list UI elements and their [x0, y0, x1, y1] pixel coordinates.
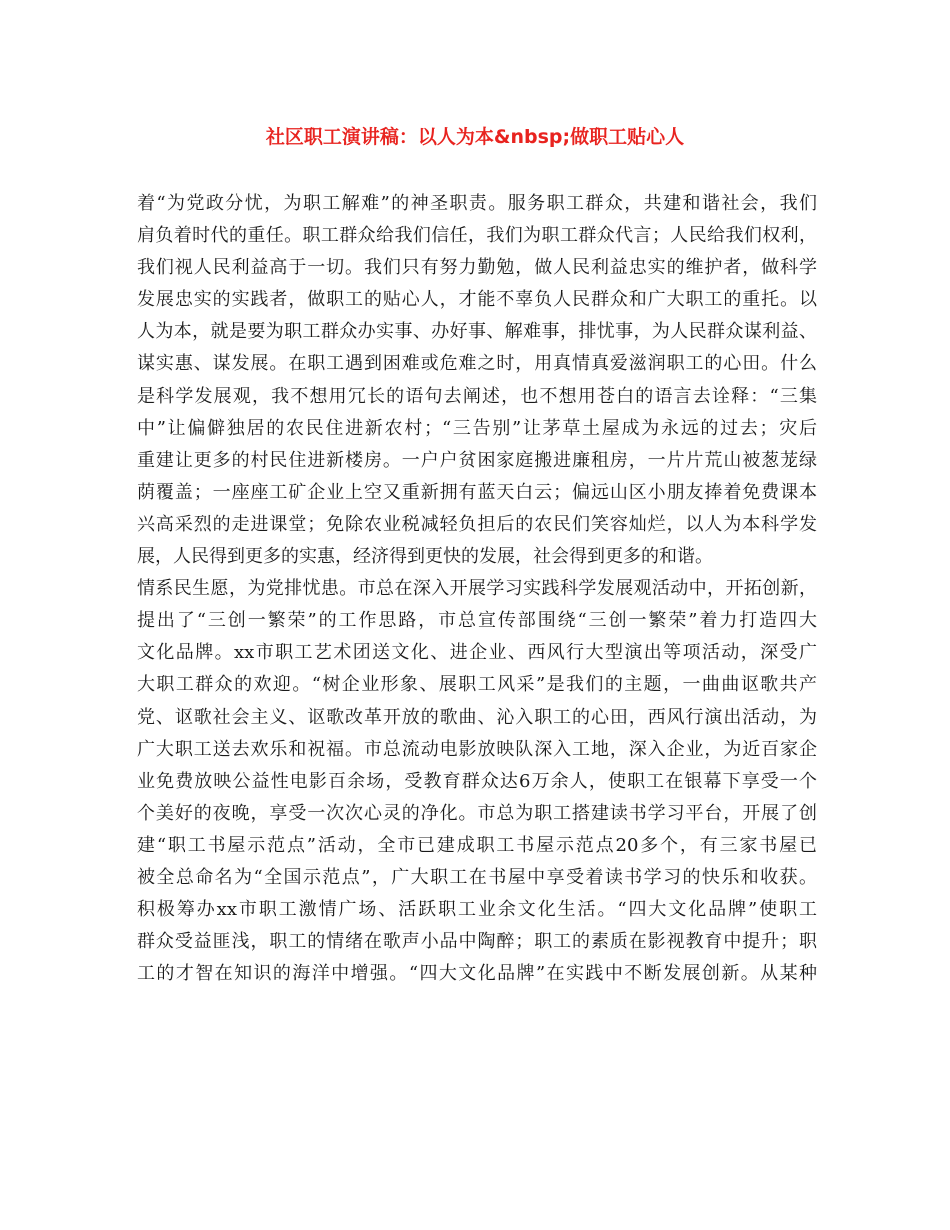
- body-text-line: 提出了“三创一繁荣”的工作思路，市总宣传部围绕“三创一繁荣”着力打造四大: [137, 610, 817, 632]
- body-text-line: 情系民生愿，为党排忧患。市总在深入开展学习实践科学发展观活动中，开拓创新，: [137, 578, 817, 600]
- body-text-line: 我们视人民利益高于一切。我们只有努力勤勉，做人民利益忠实的维护者，做科学: [137, 257, 817, 279]
- body-text-line: 展，人民得到更多的实惠，经济得到更快的发展，社会得到更多的和谐。: [137, 546, 713, 568]
- body-text-line: 谋实惠、谋发展。在职工遇到困难或危难之时，用真情真爱滋润职工的心田。什么: [137, 353, 817, 375]
- body-text-line: 重建让更多的村民住进新楼房。一户户贫困家庭搬进廉租房，一片片荒山被葱茏绿: [137, 449, 817, 471]
- body-text-line: 中”让偏僻独居的农民住进新农村；“三告别”让茅草土屋成为永远的过去；灾后: [137, 417, 817, 439]
- body-text-line: 兴高采烈的走进课堂；免除农业税减轻负担后的农民们笑容灿烂，以人为本科学发: [137, 513, 817, 535]
- body-text-line: 荫覆盖；一座座工矿企业上空又重新拥有蓝天白云；偏远山区小朋友捧着免费课本: [137, 481, 817, 503]
- body-text-line: 发展忠实的实践者，做职工的贴心人，才能不辜负人民群众和广大职工的重托。以: [137, 289, 817, 311]
- body-text-line: 广大职工送去欢乐和祝福。市总流动电影放映队深入工地，深入企业，为近百家企: [137, 738, 817, 760]
- body-text-line: 着“为党政分忧，为职工解难”的神圣职责。服务职工群众，共建和谐社会，我们: [137, 193, 817, 214]
- body-text-line: 工的才智在知识的海洋中增强。“四大文化品牌”在实践中不断发展创新。从某种: [137, 963, 817, 985]
- body-text-line: 文化品牌。xx市职工艺术团送文化、进企业、西风行大型演出等项活动，深受广: [137, 642, 817, 664]
- document-title: 社区职工演讲稿：以人为本&nbsp;做职工贴心人: [265, 126, 685, 148]
- body-text-line: 是科学发展观，我不想用冗长的语句去阐述，也不想用苍白的语言去诠释：“三集: [137, 385, 817, 407]
- body-text-line: 被全总命名为“全国示范点”，广大职工在书屋中享受着读书学习的快乐和收获。: [137, 866, 817, 888]
- body-text-line: 大职工群众的欢迎。“树企业形象、展职工风采”是我们的主题，一曲曲讴歌共产: [137, 674, 817, 696]
- body-text-line: 积极筹办xx市职工激情广场、活跃职工业余文化生活。“四大文化品牌”使职工: [137, 899, 817, 921]
- document-body: [137, 188, 817, 990]
- body-text-line: 肩负着时代的重任。职工群众给我们信任，我们为职工群众代言；人民给我们权利，: [137, 225, 817, 247]
- body-text-line: 人为本，就是要为职工群众办实事、办好事、解难事，排忧事，为人民群众谋利益、: [137, 321, 817, 343]
- body-text-line: 群众受益匪浅，职工的情绪在歌声小品中陶醉；职工的素质在影视教育中提升；职: [137, 931, 817, 953]
- body-text-line: 个美好的夜晚，享受一次次心灵的净化。市总为职工搭建读书学习平台，开展了创: [137, 802, 817, 824]
- body-text-line: 建“职工书屋示范点”活动，全市已建成职工书屋示范点20多个，有三家书屋已: [137, 834, 817, 856]
- body-text-line: 党、讴歌社会主义、讴歌改革开放的歌曲、沁入职工的心田，西风行演出活动，为: [137, 706, 817, 728]
- body-text-line: 业免费放映公益性电影百余场，受教育群众达6万余人，使职工在银幕下享受一个: [137, 770, 817, 792]
